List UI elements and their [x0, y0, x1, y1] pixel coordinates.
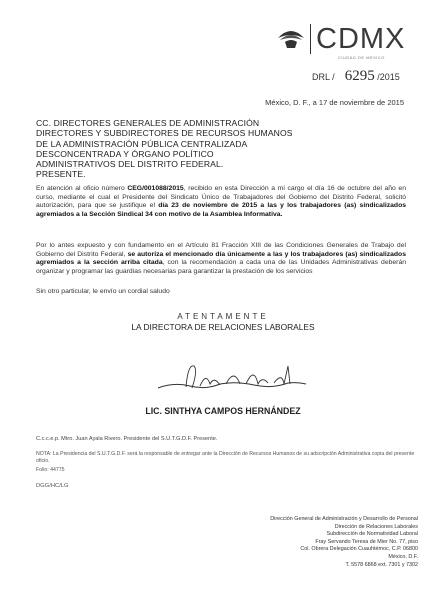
footer-line: Dirección de Relaciones Laborales	[334, 523, 418, 530]
footer-line: Dirección General de Administración y Desarrollo de Personal	[270, 516, 418, 522]
cdmx-logo: CDMX	[316, 23, 406, 55]
addressee-line: DIRECTORES Y SUBDIRECTORES DE RECURSOS HUMANOS	[36, 128, 293, 139]
addressee-line: CC. DIRECTORES GENERALES DE ADMINISTRACIÓN	[36, 118, 260, 128]
folio-value: 6295	[344, 68, 375, 84]
folio-prefix: DRL /	[312, 72, 335, 82]
director-title: LA DIRECTORA DE RELACIONES LABORALES	[131, 322, 315, 332]
footer-line: Col. Obrera Delegación Cuauhtémoc, C.P. 06800	[300, 546, 418, 553]
logo-subtext: CIUDAD DE MÉXICO	[338, 55, 385, 60]
body-paragraph-3: Sin otro particular, le envío un cordial saludo	[36, 288, 170, 295]
addressee-line: PRESENTE.	[36, 169, 86, 180]
addressee-line: DESCONCENTRADA Y ÓRGANO POLÍTICO	[36, 148, 214, 159]
body-paragraph-1: En atención al oficio número CEG/001088/2015, recibido en esta Dirección a mi cargo el día 16 de octubre del año en curso, mediante el cual el Presidente del Sindicato Único de Trabajadores del Gobierno del Distrito Federal, solicitó autorización, para que se justifique el día 23 de noviembre de 2015 a las y los trabajadores (as) sindicalizados agremiados a la Sección Sindical 34 con motivo de la Asamblea Informativa.	[36, 185, 406, 218]
footer-address	[270, 516, 418, 569]
initials-reference: DGG/HC/LG	[36, 483, 69, 489]
folio-suffix: /2015	[377, 72, 400, 82]
footer-line: México, D.F.	[388, 553, 418, 560]
logo-divider	[310, 24, 311, 54]
atentamente: ATENTAMENTE	[177, 312, 269, 321]
body-paragraph-2: Por lo antes expuesto y con fundamento en el Artículo 81 Fracción XIII de las Condiciones Generales de Trabajo del Gobierno del Distrito Federal, se autoriza el mencionado día únicamente a las y los trabajadores (as) sindicalizados agremiados a la sección arriba citada, con la recomendación a cada una de las Unidades Administrativas deberán organizar y programar las guardias necesarias para garantizar la prestación de los servicios	[36, 242, 406, 275]
footer-line: T. 5578 6868 ext. 7301 y 7302	[345, 561, 418, 568]
folio-reference: Folio: 44775	[36, 467, 65, 473]
nota-line: NOTA: La Presidencia del S.U.T.G.D.F. será la responsable de entregar ante la Dirección de Recursos Humanos de su adscripción Administrativa copia del presente oficio.	[36, 451, 415, 464]
cdmx-emblem-icon	[276, 26, 306, 50]
handwritten-signature	[150, 354, 310, 402]
date-line: México, D. F., a 17 de noviembre de 2015	[265, 98, 404, 107]
footer-line: Subdirección de Normatividad Laboral	[326, 531, 418, 538]
addressee-line: DE LA ADMINISTRACIÓN PÚBLICA CENTRALIZADA	[36, 138, 248, 149]
footer-line: Fray Servando Teresa de Mier No. 77, piso	[315, 538, 418, 545]
oficio-reference: CEG/001088/2015	[127, 185, 184, 192]
ccp-line: C.c.c.e.p. Mtro. Juan Ayala Rivero. Presidente del S.U.T.G.D.F. Presente.	[36, 436, 218, 442]
addressee-block	[36, 118, 293, 180]
addressee-line: ADMINISTRATIVOS DEL DISTRITO FEDERAL.	[36, 159, 224, 170]
folio-number	[312, 68, 400, 85]
signer-name: LIC. SINTHYA CAMPOS HERNÁNDEZ	[145, 406, 301, 416]
